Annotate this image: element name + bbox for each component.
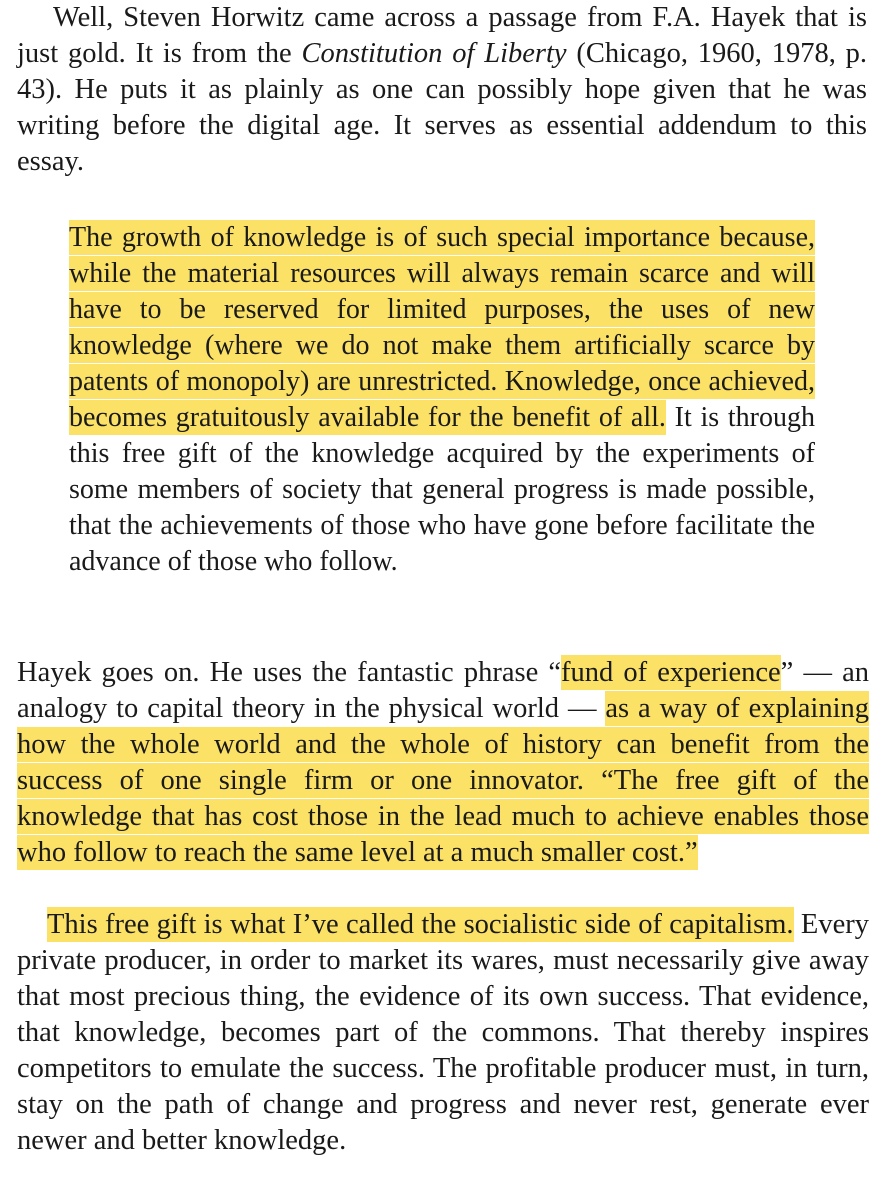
p3-highlight-passage: as a way of explaining how the whole world and the whole of history can benefit from the success of one single firm or one innovator. “The free gift of the knowledge that has cost those in the lead much to achieve enables those who follow to reach the same level at a much smaller cost.” xyxy=(17,693,869,868)
book-title: Constitution of Liberty xyxy=(301,38,567,69)
p3-highlight-phrase: fund of experience xyxy=(561,657,781,688)
quote-rest-text: It is through this free gift of the knowledge acquired by the experiments of some members of society that general progress is made possible, that the achievements of those who have gone before facilitate the advance of those who follow. xyxy=(69,402,815,577)
hayek-block-quote xyxy=(69,220,815,580)
p4-rest-text: Every private producer, in order to market its wares, must necessarily give away that most precious thing, the evidence of its own success. That evidence, that knowledge, becomes part of the commons. That thereby inspires competitors to emulate the success. The profitable producer must, in turn, stay on the path of change and progress and never rest, generate ever newer and better knowledge. xyxy=(17,909,869,1156)
p3-text-middle: ” — an analogy to capital theory in the physical world — xyxy=(17,657,869,724)
socialistic-side-paragraph xyxy=(17,907,869,1159)
p4-highlight-sentence: This free gift is what I’ve called the socialistic side of capitalism. xyxy=(47,909,794,940)
p3-text-start: Hayek goes on. He uses the fantastic phrase “ xyxy=(17,657,562,688)
intro-text-after-title: (Chicago, 1960, 1978, p. 43). He puts it as plainly as one can possibly hope given that he was writing before the digital age. It serves as essential addendum to this essay. xyxy=(17,38,868,177)
intro-text-before-title: Well, Steven Horwitz came across a passage from F.A. Hayek that is just gold. It is from the xyxy=(17,2,867,69)
intro-paragraph xyxy=(17,0,867,180)
fund-of-experience-paragraph xyxy=(17,655,869,871)
quote-highlighted-passage: The growth of knowledge is of such special importance because, while the material resources will always remain scarce and will have to be reserved for limited purposes, the uses of new knowledge (where we do not make them artificially scarce by patents of monopoly) are unrestricted. Knowledge, once achieved, becomes gratuitously available for the benefit of all. xyxy=(69,222,815,433)
